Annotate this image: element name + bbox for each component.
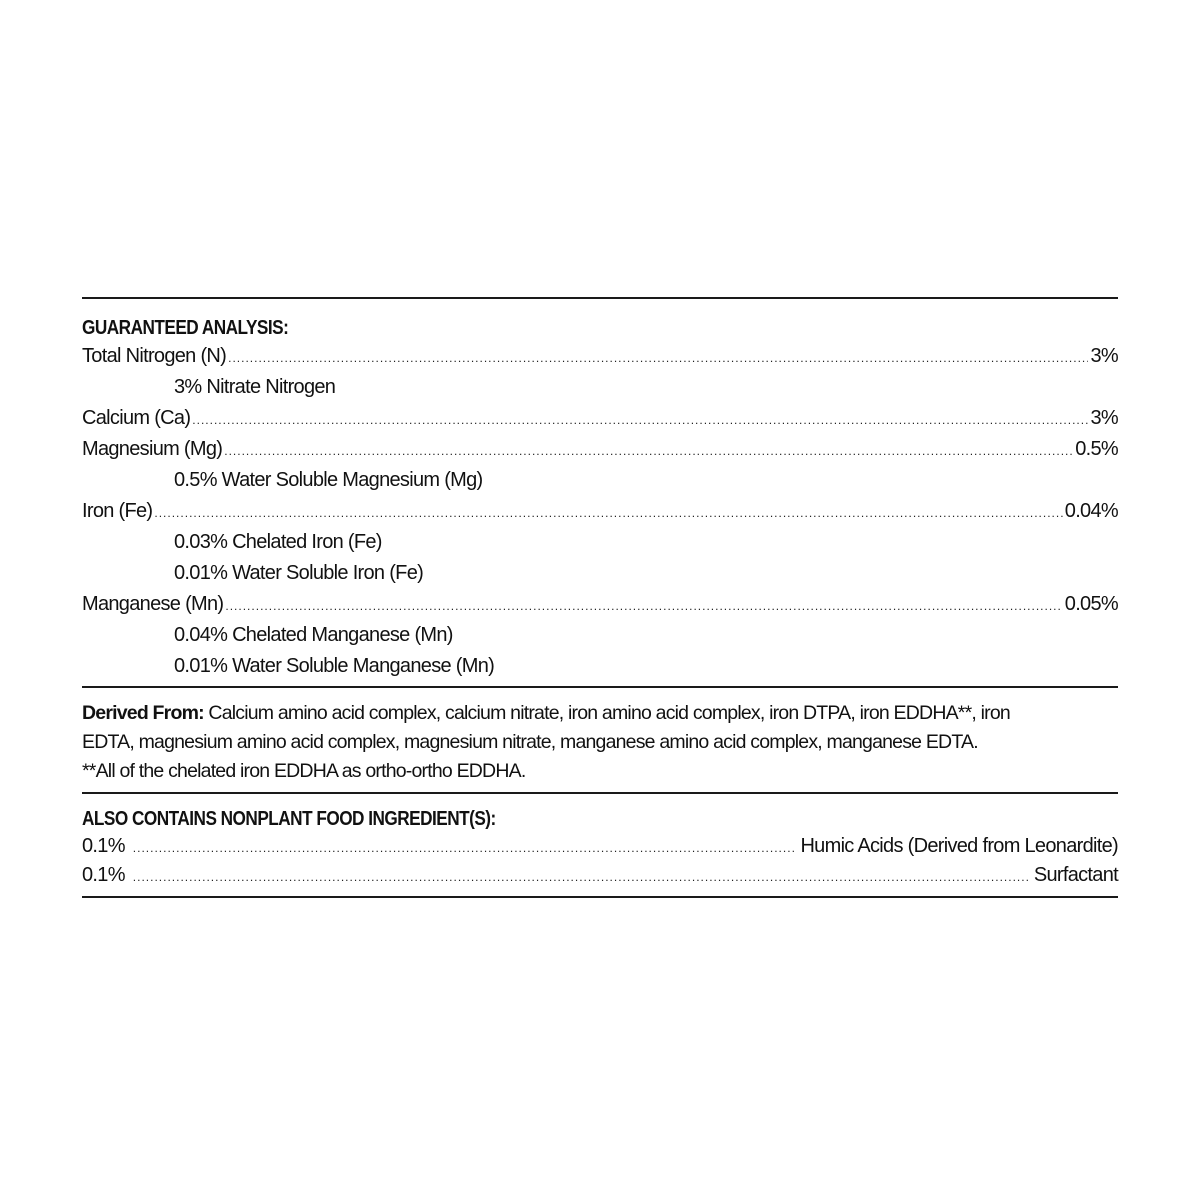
top-divider [82,297,1118,299]
guaranteed-analysis-label [82,297,1118,898]
nutrient-row-manganese [82,589,1118,620]
derived-from-label: Derived From: [82,702,204,724]
dot-leader [154,498,1062,529]
dot-leader [224,436,1073,467]
nutrient-subline: 0.5% Water Soluble Magnesium (Mg) [174,469,483,491]
dot-leader [192,405,1088,436]
ingredient-percent: 0.1% [82,864,125,886]
dot-leader [133,834,797,863]
derived-from-text: Calcium amino acid complex, calcium nitrate, iron amino acid complex, iron DTPA, iron EDDHA**, iron [208,702,1010,724]
nonplant-list [82,832,1118,890]
nutrient-value: 3% [1090,407,1118,429]
nutrient-name: Calcium (Ca) [82,407,191,429]
nonplant-heading: ALSO CONTAINS NONPLANT FOOD INGREDIENT(S): [82,808,496,830]
nutrient-subline: 3% Nitrate Nitrogen [174,376,336,398]
ingredient-name: Surfactant [1033,864,1118,886]
nutrient-name: Magnesium (Mg) [82,438,223,460]
nonplant-row [82,832,1118,861]
derived-from-line-2: EDTA, magnesium amino acid complex, magnesium nitrate, manganese amino acid complex, manganese EDTA. [82,731,978,753]
bottom-divider [82,896,1118,898]
dot-leader [228,343,1088,374]
dot-leader [225,591,1062,622]
nutrient-subline: 0.01% Water Soluble Manganese (Mn) [174,655,495,677]
nutrient-name: Total Nitrogen (N) [82,345,227,367]
nutrient-value: 0.04% [1064,500,1118,522]
nonplant-row [82,861,1118,890]
ingredient-name: Humic Acids (Derived from Leonardite) [800,835,1118,857]
derived-from-line-1 [82,699,1118,728]
nutrient-row-nitrogen [82,341,1118,372]
eddha-footnote: **All of the chelated iron EDDHA as ortho-ortho EDDHA. [82,760,526,782]
guaranteed-analysis-heading: GUARANTEED ANALYSIS: [82,317,289,339]
dot-leader [133,863,1030,892]
nutrient-row-iron [82,496,1118,527]
ingredient-percent: 0.1% [82,835,125,857]
nutrient-subline: 0.04% Chelated Manganese (Mn) [174,624,453,646]
derived-from-block [82,688,1118,792]
nutrient-row-calcium [82,403,1118,434]
nutrient-subline: 0.01% Water Soluble Iron (Fe) [174,562,424,584]
nutrient-value: 0.05% [1064,593,1118,615]
nutrient-value: 3% [1090,345,1118,367]
nutrient-name: Iron (Fe) [82,500,153,522]
lower-divider [82,792,1118,794]
nutrient-row-magnesium [82,434,1118,465]
nutrient-name: Manganese (Mn) [82,593,224,615]
nutrient-value: 0.5% [1075,438,1118,460]
nutrient-subline: 0.03% Chelated Iron (Fe) [174,531,382,553]
nutrient-list [82,341,1118,682]
